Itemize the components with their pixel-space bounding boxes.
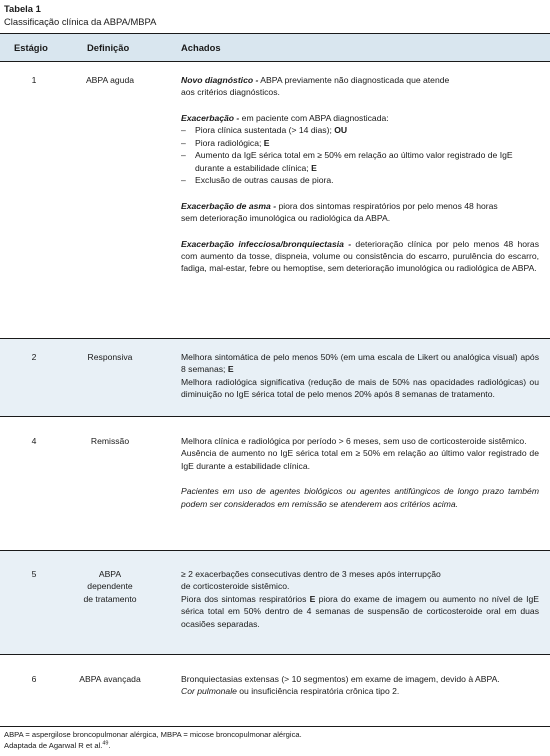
table-row (0, 551, 550, 654)
findings-text-2a: Piora dos sintomas respiratórios (181, 593, 307, 604)
findings-text: Melhora clínica e radiológica por período > 6 meses, sem uso de corticosteroide sistêmico. (181, 436, 527, 446)
source-text: Adaptada de Agarwal R et al. (4, 740, 103, 750)
remission-note: Pacientes em uso de agentes biológicos ou agentes antifúngicos de longo prazo também podem ser considerados em remissão se atenderem aos critérios acima. (181, 486, 539, 509)
list-item-text: Aumento da IgE sérica total em ≥ 50% em relação ao último valor registrado de IgE (195, 150, 513, 161)
conjunction: E (306, 593, 316, 604)
findings-text: Bronquiectasias extensas (> 10 segmentos) em exame de imagem, devido à ABPA. (181, 674, 500, 684)
infectious-exacerbation-paragraph (181, 238, 539, 275)
header-stage: Estágio (14, 42, 48, 53)
list-item-text-2: durante a estabilidade clínica; (195, 162, 309, 173)
definition-line: dependente (87, 581, 133, 592)
table-row (0, 62, 550, 338)
conjunction: E (225, 364, 234, 375)
table-caption-block (4, 3, 156, 28)
list-item (181, 124, 539, 136)
exacerbation-label: Exacerbação - (181, 112, 240, 123)
stage-cell: 1 (31, 75, 37, 85)
definition-cell: ABPA avançada (79, 674, 141, 684)
list-item (181, 174, 539, 186)
infectious-exacerbation-text: deterioração clínica por pelo menos 48 horas com aumento da tosse, dispneia, volume ou consistência do escarro, purulência do escarro, fadiga, mal-estar, febre ou hemoptise, sem deterioração imunológica ou radiológica de ABPA. (181, 238, 539, 274)
findings-text-2: Melhora radiológica significativa (redução de mais de 50% nas opacidades radiológicas) ou diminuição no IgE sérica total de pelo menos 20% após 8 semanas de tratamento. (181, 376, 539, 400)
dash-bullet: – (181, 175, 186, 186)
cor-pulmonale-term: Cor pulmonale (181, 686, 237, 697)
stage-cell: 6 (31, 674, 37, 684)
source-note (4, 741, 302, 752)
findings-cell (181, 74, 539, 275)
findings-text: ≥ 2 exacerbações consecutivas dentro de 3 meses após interrupção (181, 569, 441, 579)
infectious-exacerbation-label: Exacerbação infecciosa/bronquiectasia - (181, 238, 352, 249)
list-item (181, 137, 539, 149)
stage-cell: 2 (31, 352, 37, 362)
exacerbation-text: em paciente com ABPA diagnosticada: (239, 112, 389, 123)
findings-text-2: Ausência de aumento no IgE sérica total em ≥ 50% em relação ao último valor registrado de IgE durante a estabilidade clínica. (181, 448, 539, 471)
asthma-exacerbation-text-2: sem deterioração imunológica ou radiológica da ABPA. (181, 213, 391, 224)
table-footnote (4, 730, 302, 751)
conjunction: E (308, 162, 317, 173)
findings-cell (181, 351, 539, 401)
asthma-exacerbation-paragraph (181, 200, 539, 225)
stage-cell: 4 (31, 436, 37, 446)
table-row (0, 339, 550, 416)
dash-bullet: – (181, 150, 186, 161)
definition-line: de tratamento (83, 593, 137, 604)
footer-rule (0, 726, 550, 727)
table-row (0, 655, 550, 726)
reference-number: 49 (102, 740, 109, 747)
definition-cell (62, 568, 158, 605)
header-band (0, 34, 550, 61)
table-label: Tabela 1 (4, 3, 41, 14)
new-diagnosis-paragraph (181, 74, 539, 99)
findings-text-1b: de corticosteroide sistêmico. (181, 581, 290, 592)
list-item-text: Exclusão de outras causas de piora. (195, 175, 334, 186)
dash-bullet: – (181, 137, 186, 148)
dash-bullet: – (181, 125, 186, 136)
definition-line: ABPA (98, 569, 122, 579)
new-diagnosis-text-2: aos critérios diagnósticos. (181, 87, 280, 98)
definition-cell: ABPA aguda (85, 75, 135, 85)
findings-cell (181, 435, 539, 510)
table-caption: Classificação clínica da ABPA/MBPA (4, 15, 157, 27)
findings-cell (181, 673, 539, 698)
conjunction: E (261, 137, 270, 148)
table-row (0, 417, 550, 550)
header-findings: Achados (181, 42, 221, 53)
new-diagnosis-label: Novo diagnóstico - (181, 75, 259, 85)
conjunction: OU (331, 125, 348, 136)
abbreviations-note: ABPA = aspergilose broncopulmonar alérgica, MBPA = micose broncopulmonar alérgica. (4, 730, 302, 739)
source-period: . (108, 740, 111, 750)
stage-cell: 5 (31, 569, 37, 579)
findings-text-2: ou insuficiência respiratória crônica tipo 2. (236, 686, 400, 697)
exacerbation-paragraph (181, 112, 539, 187)
list-item (181, 149, 539, 174)
new-diagnosis-text: ABPA previamente não diagnosticada que atende (258, 75, 450, 85)
asthma-exacerbation-text: piora dos sintomas respiratórios por pelo menos 48 horas (276, 200, 498, 211)
list-item-text: Piora radiológica; (195, 137, 262, 148)
list-item-text: Piora clínica sustentada (> 14 dias); (195, 125, 332, 136)
findings-cell (181, 568, 539, 630)
findings-text: Melhora sintomática de pelo menos 50% (em uma escala de Likert ou analógica visual) após 8 semanas; (181, 352, 539, 375)
definition-cell: Responsiva (87, 352, 133, 362)
findings-text-2b: piora do exame de imagem ou aumento no nível de IgE sérica total em 50% dentro de 4 semanas de suspensão de corticosteroide oral em duas ocasiões separadas. (181, 593, 539, 629)
definition-cell: Remissão (90, 436, 130, 446)
header-definition: Definição (87, 42, 130, 53)
asthma-exacerbation-label: Exacerbação de asma - (181, 200, 277, 211)
